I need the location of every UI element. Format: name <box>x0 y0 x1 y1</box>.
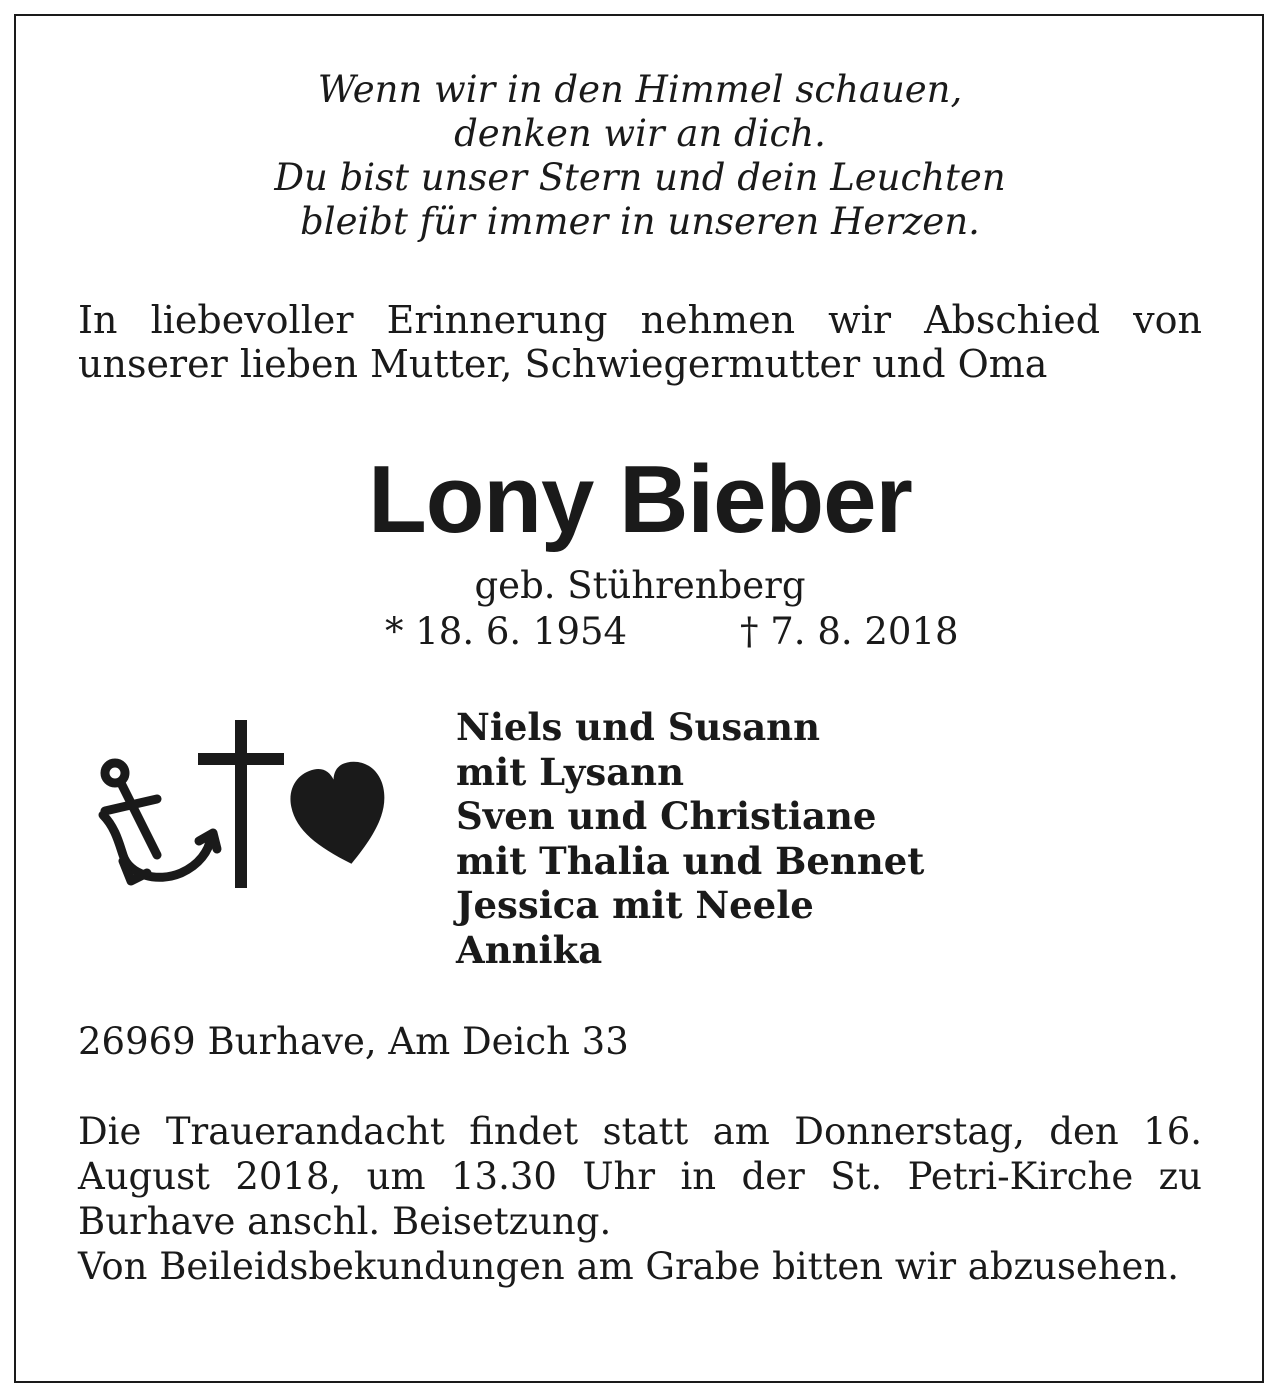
verse-line: Wenn wir in den Himmel schauen, <box>317 68 963 111</box>
family-line: Sven und Christiane <box>456 794 877 838</box>
family-signatures <box>456 705 924 972</box>
memorial-verse <box>0 68 1280 244</box>
anchor-icon <box>103 763 217 881</box>
deceased-name: Lony Bieber <box>368 446 912 553</box>
birth-date: * 18. 6. 1954 <box>385 610 628 653</box>
heart-icon <box>285 756 395 873</box>
family-line: Jessica mit Neele <box>456 883 814 927</box>
condolence-request: Von Beileidsbekundungen am Grabe bitten wir abzusehen. <box>78 1245 1180 1288</box>
service-info <box>78 1109 1202 1289</box>
faith-love-hope-symbols <box>95 715 395 895</box>
family-line: Niels und Susann <box>456 705 820 749</box>
death-date: † 7. 8. 2018 <box>740 610 959 653</box>
address: 26969 Burhave, Am Deich 33 <box>78 1020 629 1063</box>
family-line: mit Lysann <box>456 749 684 794</box>
service-details: Die Trauerandacht findet statt am Donnerstag, den 16. August 2018, um 13.30 Uhr in der St. Petri-Kirche zu Burhave anschl. Beisetzung. <box>78 1110 1202 1243</box>
intro-text: In liebevoller Erinnerung nehmen wir Abschied von unserer lieben Mutter, Schwiegermutter und Oma <box>78 298 1202 386</box>
family-line: mit Thalia und Bennet <box>456 838 925 883</box>
cross-icon <box>198 720 284 888</box>
family-line: Annika <box>456 927 603 972</box>
birth-name: geb. Stührenberg <box>474 564 806 607</box>
verse-line: Du bist unser Stern und dein Leuchten <box>274 156 1006 199</box>
verse-line: bleibt für immer in unseren Herzen. <box>300 200 980 243</box>
verse-line: denken wir an dich. <box>454 112 826 155</box>
